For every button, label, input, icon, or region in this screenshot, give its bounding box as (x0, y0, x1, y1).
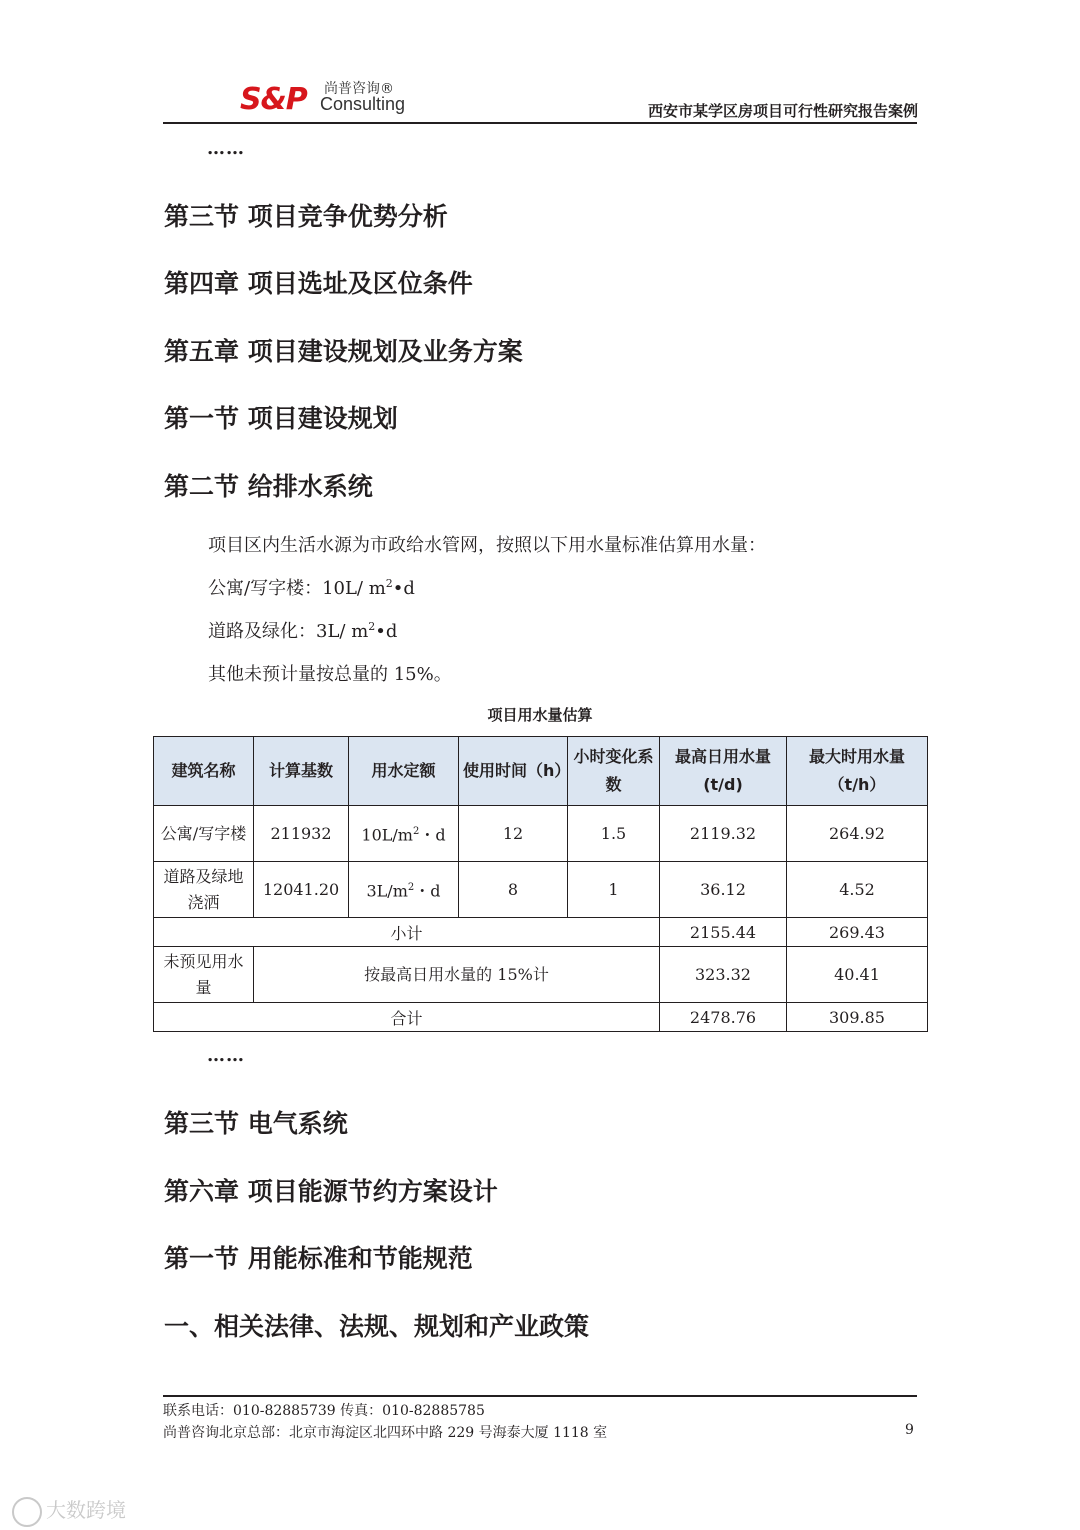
table-row (154, 862, 928, 918)
logo-chinese-name: 尚普咨询® (324, 81, 394, 97)
table-cell: 2155.44 (660, 918, 787, 947)
ellipsis-top: …… (207, 138, 245, 159)
footer-contact: 联系电话：010-82885739 传真：010-82885785 (163, 1403, 485, 1419)
table-header: 小时变化系数 (568, 737, 660, 806)
paragraph-unforeseen: 其他未预计量按总量的 15%。 (208, 664, 452, 685)
heading-section-2-water: 第二节 给排水系统 (164, 472, 373, 501)
table-header: 最高日用水量(t/d) (660, 737, 787, 806)
table-cell: 公寓/写字楼 (154, 806, 254, 862)
table-cell: 264.92 (787, 806, 928, 862)
unforeseen-label: 未预见用水量 (154, 947, 254, 1003)
table-cell: 2119.32 (660, 806, 787, 862)
logo-mark: S&P (240, 82, 307, 117)
ellipsis-bottom: …… (207, 1045, 245, 1066)
heading-chapter-4: 第四章 项目选址及区位条件 (164, 269, 473, 298)
table-cell: 8 (459, 862, 568, 918)
heading-section-3-competitive: 第三节 项目竞争优势分析 (164, 202, 448, 231)
footer-address: 尚普咨询北京总部：北京市海淀区北四环中路 229 号海泰大厦 1118 室 (163, 1425, 608, 1441)
paragraph-apartment-quota: 公寓/写字楼：10L/ $m^2•d$ (208, 577, 415, 599)
table-total-row (154, 1003, 928, 1032)
watermark: 大数跨境 (12, 1494, 126, 1527)
paragraph-water-source: 项目区内生活水源为市政给水管网，按照以下用水量标准估算用水量： (208, 535, 766, 556)
subtotal-label: 小计 (154, 918, 660, 947)
heading-laws-policies: 一、相关法律、法规、规划和产业政策 (164, 1312, 590, 1341)
footer-divider (163, 1395, 917, 1397)
table-subtotal-row (154, 918, 928, 947)
table-cell: 道路及绿地浇洒 (154, 862, 254, 918)
table-header: 计算基数 (254, 737, 349, 806)
heading-chapter-5: 第五章 项目建设规划及业务方案 (164, 337, 523, 366)
table-cell: 12041.20 (254, 862, 349, 918)
heading-section-3-electrical: 第三节 电气系统 (164, 1109, 348, 1138)
watermark-logo-icon (12, 1497, 42, 1527)
table-cell: $3L/m^2$・d (349, 862, 459, 918)
table-header: 用水定额 (349, 737, 459, 806)
table-header-row (154, 737, 928, 806)
table-cell: 269.43 (787, 918, 928, 947)
heading-chapter-6: 第六章 项目能源节约方案设计 (164, 1177, 498, 1206)
water-usage-table (153, 736, 928, 1032)
table-cell: 2478.76 (660, 1003, 787, 1032)
document-title: 西安市某学区房项目可行性研究报告案例 (647, 102, 918, 120)
heading-section-1-energy: 第一节 用能标准和节能规范 (164, 1244, 473, 1273)
table-header: 使用时间（h） (459, 737, 568, 806)
table-cell: $10L/m^2$・d (349, 806, 459, 862)
table-cell: 36.12 (660, 862, 787, 918)
table-row (154, 806, 928, 862)
page-number: 9 (905, 1422, 914, 1438)
table-header: 建筑名称 (154, 737, 254, 806)
table-unforeseen-row (154, 947, 928, 1003)
table-cell: 211932 (254, 806, 349, 862)
table-cell: 323.32 (660, 947, 787, 1003)
table-caption: 项目用水量估算 (487, 706, 593, 724)
logo-english-name: Consulting (320, 94, 406, 114)
table-header: 最大时用水量（t/h） (787, 737, 928, 806)
table-cell: 4.52 (787, 862, 928, 918)
unforeseen-description: 按最高日用水量的 15%计 (254, 947, 660, 1003)
header-divider (163, 122, 917, 124)
table-cell: 1 (568, 862, 660, 918)
total-label: 合计 (154, 1003, 660, 1032)
paragraph-road-quota: 道路及绿化：3L/ $m^2•d$ (208, 620, 398, 642)
table-cell: 1.5 (568, 806, 660, 862)
table-cell: 12 (459, 806, 568, 862)
table-cell: 309.85 (787, 1003, 928, 1032)
heading-section-1-planning: 第一节 项目建设规划 (164, 404, 398, 433)
table-cell: 40.41 (787, 947, 928, 1003)
